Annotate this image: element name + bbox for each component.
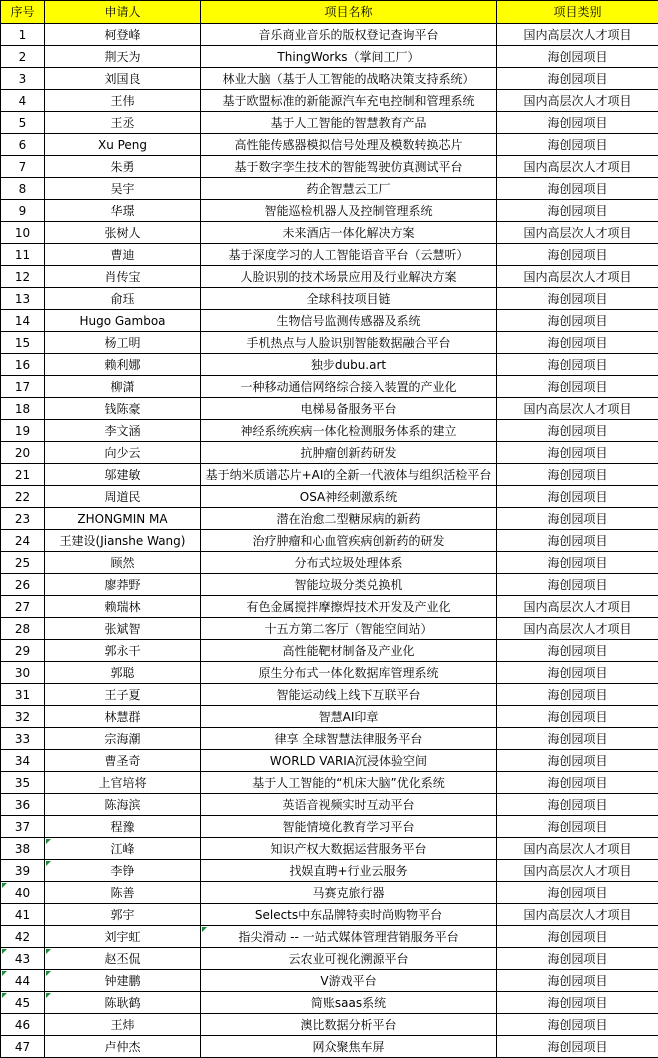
project-name-cell: 智能运动线上线下互联平台 xyxy=(201,684,497,706)
project-type-cell: 海创园项目 xyxy=(497,970,658,992)
row-number-cell: 26 xyxy=(1,574,45,596)
applicant-cell: 卢仲杰 xyxy=(45,1036,201,1058)
applicant-cell: 王炜 xyxy=(45,1014,201,1036)
row-number-cell: 40 xyxy=(1,882,45,904)
table-row xyxy=(1,1036,658,1058)
table-row xyxy=(1,596,658,618)
row-number-cell: 29 xyxy=(1,640,45,662)
applicant-cell: 张树人 xyxy=(45,222,201,244)
project-type-cell: 海创园项目 xyxy=(497,288,658,310)
project-type-cell: 海创园项目 xyxy=(497,640,658,662)
row-number-cell: 18 xyxy=(1,398,45,420)
table-row xyxy=(1,112,658,134)
project-name-cell: 有色金属搅拌摩擦焊技术开发及产业化 xyxy=(201,596,497,618)
applicant-cell: 曹圣奇 xyxy=(45,750,201,772)
applicant-cell: 柯登峰 xyxy=(45,24,201,46)
row-number-cell: 47 xyxy=(1,1036,45,1058)
table-row xyxy=(1,442,658,464)
project-type-cell: 海创园项目 xyxy=(497,464,658,486)
project-name-cell: 治疗肿瘤和心血管疾病创新药的研发 xyxy=(201,530,497,552)
project-type-cell: 海创园项目 xyxy=(497,178,658,200)
project-name-cell: WORLD VARIA沉浸体验空间 xyxy=(201,750,497,772)
table-row xyxy=(1,134,658,156)
row-number-cell: 31 xyxy=(1,684,45,706)
project-name-cell: 云农业可视化溯源平台 xyxy=(201,948,497,970)
table-row xyxy=(1,244,658,266)
table-row xyxy=(1,662,658,684)
project-name-cell: 英语音视频实时互动平台 xyxy=(201,794,497,816)
table-row xyxy=(1,420,658,442)
applicant-cell: 刘宇虹 xyxy=(45,926,201,948)
applicant-cell: 曹迪 xyxy=(45,244,201,266)
row-number-cell: 24 xyxy=(1,530,45,552)
table-row xyxy=(1,310,658,332)
row-number-cell: 23 xyxy=(1,508,45,530)
table-row xyxy=(1,464,658,486)
project-name-cell: 智能垃圾分类兑换机 xyxy=(201,574,497,596)
project-name-cell: 基于欧盟标准的新能源汽车充电控制和管理系统 xyxy=(201,90,497,112)
table-row xyxy=(1,684,658,706)
project-type-cell: 海创园项目 xyxy=(497,354,658,376)
table-row xyxy=(1,68,658,90)
applicant-cell: 钱陈豪 xyxy=(45,398,201,420)
project-type-cell: 海创园项目 xyxy=(497,882,658,904)
project-name-cell: 指尖滑动 -- 一站式媒体管理营销服务平台 xyxy=(201,926,497,948)
table-row xyxy=(1,640,658,662)
row-number-cell: 17 xyxy=(1,376,45,398)
project-type-cell: 海创园项目 xyxy=(497,420,658,442)
table-row xyxy=(1,926,658,948)
row-number-cell: 44 xyxy=(1,970,45,992)
applicant-cell: 吴宇 xyxy=(45,178,201,200)
row-number-cell: 28 xyxy=(1,618,45,640)
row-number-cell: 42 xyxy=(1,926,45,948)
table-row xyxy=(1,838,658,860)
row-number-cell: 16 xyxy=(1,354,45,376)
project-name-cell: 音乐商业音乐的版权登记查询平台 xyxy=(201,24,497,46)
project-name-cell: 基于数字孪生技术的智能驾驶仿真测试平台 xyxy=(201,156,497,178)
project-type-cell: 海创园项目 xyxy=(497,486,658,508)
row-number-cell: 20 xyxy=(1,442,45,464)
applicant-cell: 陈善 xyxy=(45,882,201,904)
table-row xyxy=(1,772,658,794)
applicant-cell: 钟建鹏 xyxy=(45,970,201,992)
table-row xyxy=(1,90,658,112)
applicant-cell: 廖莽野 xyxy=(45,574,201,596)
row-number-cell: 30 xyxy=(1,662,45,684)
applicant-cell: 顾然 xyxy=(45,552,201,574)
project-name-cell: V游戏平台 xyxy=(201,970,497,992)
project-name-cell: 智慧AI印章 xyxy=(201,706,497,728)
table-row xyxy=(1,156,658,178)
applicant-cell: 张斌智 xyxy=(45,618,201,640)
project-type-cell: 海创园项目 xyxy=(497,772,658,794)
table-row xyxy=(1,332,658,354)
project-name-cell: 马赛克旅行器 xyxy=(201,882,497,904)
applicant-cell: 赵丕侃 xyxy=(45,948,201,970)
project-type-cell: 海创园项目 xyxy=(497,442,658,464)
applicant-cell: 华璟 xyxy=(45,200,201,222)
table-row xyxy=(1,618,658,640)
project-name-cell: 人脸识别的技术场景应用及行业解决方案 xyxy=(201,266,497,288)
project-type-cell: 国内高层次人才项目 xyxy=(497,398,658,420)
applicant-cell: 郭永干 xyxy=(45,640,201,662)
project-name-cell: 澳比数据分析平台 xyxy=(201,1014,497,1036)
applicant-cell: 杨工明 xyxy=(45,332,201,354)
project-name-cell: 智能巡检机器人及控制管理系统 xyxy=(201,200,497,222)
applicant-cell: 柳潇 xyxy=(45,376,201,398)
project-type-cell: 海创园项目 xyxy=(497,552,658,574)
row-number-cell: 13 xyxy=(1,288,45,310)
table-row xyxy=(1,948,658,970)
header-row xyxy=(1,1,658,24)
project-name-cell: 分布式垃圾处理体系 xyxy=(201,552,497,574)
table-row xyxy=(1,1014,658,1036)
project-name-cell: 十五方第二客厅（智能空间站） xyxy=(201,618,497,640)
project-type-cell: 海创园项目 xyxy=(497,68,658,90)
applicant-cell: 赖瑞林 xyxy=(45,596,201,618)
project-name-cell: OSA神经刺激系统 xyxy=(201,486,497,508)
project-name-cell: 基于人工智能的智慧教育产品 xyxy=(201,112,497,134)
row-number-cell: 22 xyxy=(1,486,45,508)
project-type-cell: 海创园项目 xyxy=(497,134,658,156)
project-name-cell: 独步dubu.art xyxy=(201,354,497,376)
project-type-cell: 海创园项目 xyxy=(497,926,658,948)
table-row xyxy=(1,750,658,772)
applicant-cell: 王子夏 xyxy=(45,684,201,706)
project-name-cell: 基于深度学习的人工智能语音平台（云慧听） xyxy=(201,244,497,266)
project-type-cell: 海创园项目 xyxy=(497,200,658,222)
project-type-cell: 海创园项目 xyxy=(497,992,658,1014)
project-type-cell: 国内高层次人才项目 xyxy=(497,596,658,618)
applicant-cell: 向少云 xyxy=(45,442,201,464)
project-name-cell: 抗肿瘤创新药研发 xyxy=(201,442,497,464)
table-body xyxy=(1,24,658,1058)
applicant-cell: 王丞 xyxy=(45,112,201,134)
row-number-cell: 37 xyxy=(1,816,45,838)
project-name-cell: 药企智慧云工厂 xyxy=(201,178,497,200)
project-type-cell: 国内高层次人才项目 xyxy=(497,860,658,882)
applicant-cell: 郭聪 xyxy=(45,662,201,684)
table-row xyxy=(1,574,658,596)
project-type-cell: 国内高层次人才项目 xyxy=(497,838,658,860)
applicant-cell: 刘国良 xyxy=(45,68,201,90)
applicant-cell: 上官培将 xyxy=(45,772,201,794)
table-row xyxy=(1,266,658,288)
project-type-cell: 国内高层次人才项目 xyxy=(497,266,658,288)
project-type-cell: 海创园项目 xyxy=(497,112,658,134)
table-row xyxy=(1,706,658,728)
project-name-cell: 手机热点与人脸识别智能数据融合平台 xyxy=(201,332,497,354)
applicant-cell: 荆天为 xyxy=(45,46,201,68)
table-row xyxy=(1,860,658,882)
applicant-cell: 赖利娜 xyxy=(45,354,201,376)
table-row xyxy=(1,222,658,244)
applicant-cell: 肖传宝 xyxy=(45,266,201,288)
project-type-cell: 国内高层次人才项目 xyxy=(497,618,658,640)
row-number-cell: 9 xyxy=(1,200,45,222)
project-name-cell: 未来酒店一体化解决方案 xyxy=(201,222,497,244)
header-applicant: 申请人 xyxy=(45,1,201,24)
row-number-cell: 10 xyxy=(1,222,45,244)
project-name-cell: 一种移动通信网络综合接入装置的产业化 xyxy=(201,376,497,398)
project-type-cell: 海创园项目 xyxy=(497,1036,658,1058)
table-row xyxy=(1,728,658,750)
applicant-cell: 江峰 xyxy=(45,838,201,860)
table-row xyxy=(1,288,658,310)
applicant-cell: ZHONGMIN MA xyxy=(45,508,201,530)
row-number-cell: 25 xyxy=(1,552,45,574)
table-row xyxy=(1,970,658,992)
project-type-cell: 海创园项目 xyxy=(497,574,658,596)
project-name-cell: 潜在治愈二型糖尿病的新药 xyxy=(201,508,497,530)
applicant-cell: 王建设(Jianshe Wang) xyxy=(45,530,201,552)
row-number-cell: 3 xyxy=(1,68,45,90)
table-row xyxy=(1,552,658,574)
table-row xyxy=(1,200,658,222)
row-number-cell: 19 xyxy=(1,420,45,442)
project-type-cell: 海创园项目 xyxy=(497,530,658,552)
table-row xyxy=(1,882,658,904)
project-name-cell: 林业大脑（基于人工智能的战略决策支持系统） xyxy=(201,68,497,90)
row-number-cell: 32 xyxy=(1,706,45,728)
applicant-cell: 林慧群 xyxy=(45,706,201,728)
row-number-cell: 36 xyxy=(1,794,45,816)
row-number-cell: 11 xyxy=(1,244,45,266)
applicant-cell: 朱勇 xyxy=(45,156,201,178)
table-row xyxy=(1,992,658,1014)
row-number-cell: 15 xyxy=(1,332,45,354)
row-number-cell: 6 xyxy=(1,134,45,156)
project-type-cell: 国内高层次人才项目 xyxy=(497,222,658,244)
row-number-cell: 46 xyxy=(1,1014,45,1036)
table-row xyxy=(1,530,658,552)
row-number-cell: 14 xyxy=(1,310,45,332)
project-type-cell: 海创园项目 xyxy=(497,816,658,838)
project-type-cell: 海创园项目 xyxy=(497,1014,658,1036)
table-row xyxy=(1,354,658,376)
applicant-cell: 李铮 xyxy=(45,860,201,882)
project-type-cell: 国内高层次人才项目 xyxy=(497,90,658,112)
project-name-cell: 高性能传感器模拟信号处理及模数转换芯片 xyxy=(201,134,497,156)
row-number-cell: 12 xyxy=(1,266,45,288)
applicant-cell: 程豫 xyxy=(45,816,201,838)
row-number-cell: 27 xyxy=(1,596,45,618)
project-type-cell: 海创园项目 xyxy=(497,662,658,684)
applicant-cell: 周道民 xyxy=(45,486,201,508)
project-type-cell: 海创园项目 xyxy=(497,728,658,750)
table-row xyxy=(1,904,658,926)
project-name-cell: 智能情境化教育学习平台 xyxy=(201,816,497,838)
project-name-cell: 网众聚焦车屏 xyxy=(201,1036,497,1058)
project-type-cell: 海创园项目 xyxy=(497,46,658,68)
project-name-cell: 基于纳米质谱芯片+AI的全新一代液体与组织活检平台 xyxy=(201,464,497,486)
row-number-cell: 5 xyxy=(1,112,45,134)
project-type-cell: 海创园项目 xyxy=(497,750,658,772)
table-row xyxy=(1,486,658,508)
table-row xyxy=(1,398,658,420)
row-number-cell: 8 xyxy=(1,178,45,200)
project-type-cell: 海创园项目 xyxy=(497,244,658,266)
row-number-cell: 41 xyxy=(1,904,45,926)
row-number-cell: 33 xyxy=(1,728,45,750)
project-type-cell: 海创园项目 xyxy=(497,794,658,816)
table-row xyxy=(1,46,658,68)
applicant-cell: 郭宇 xyxy=(45,904,201,926)
row-number-cell: 45 xyxy=(1,992,45,1014)
table-row xyxy=(1,178,658,200)
project-type-cell: 海创园项目 xyxy=(497,948,658,970)
table-row xyxy=(1,24,658,46)
row-number-cell: 7 xyxy=(1,156,45,178)
applicant-cell: 宗海潮 xyxy=(45,728,201,750)
project-name-cell: 电梯易备服务平台 xyxy=(201,398,497,420)
header-no: 序号 xyxy=(1,1,45,24)
project-type-cell: 国内高层次人才项目 xyxy=(497,156,658,178)
applicant-cell: 俞珏 xyxy=(45,288,201,310)
project-name-cell: 高性能靶材制备及产业化 xyxy=(201,640,497,662)
project-name-cell: 律享 全球智慧法律服务平台 xyxy=(201,728,497,750)
project-type-cell: 海创园项目 xyxy=(497,376,658,398)
project-type-cell: 海创园项目 xyxy=(497,508,658,530)
project-type-cell: 海创园项目 xyxy=(497,684,658,706)
header-project-type: 项目类别 xyxy=(497,1,658,24)
table-row xyxy=(1,794,658,816)
row-number-cell: 38 xyxy=(1,838,45,860)
row-number-cell: 43 xyxy=(1,948,45,970)
applicant-cell: 李文涵 xyxy=(45,420,201,442)
row-number-cell: 2 xyxy=(1,46,45,68)
table-row xyxy=(1,816,658,838)
project-type-cell: 国内高层次人才项目 xyxy=(497,904,658,926)
project-name-cell: 找娱直聘+行业云服务 xyxy=(201,860,497,882)
project-type-cell: 海创园项目 xyxy=(497,310,658,332)
row-number-cell: 4 xyxy=(1,90,45,112)
applicant-cell: 陈海滨 xyxy=(45,794,201,816)
project-name-cell: Selects中东品牌特卖时尚购物平台 xyxy=(201,904,497,926)
applicant-cell: 陈耿鹤 xyxy=(45,992,201,1014)
project-name-cell: 简账saas系统 xyxy=(201,992,497,1014)
table-row xyxy=(1,508,658,530)
project-name-cell: 知识产权大数据运营服务平台 xyxy=(201,838,497,860)
header-project-name: 项目名称 xyxy=(201,1,497,24)
row-number-cell: 34 xyxy=(1,750,45,772)
applicant-cell: Hugo Gamboa xyxy=(45,310,201,332)
project-type-cell: 国内高层次人才项目 xyxy=(497,24,658,46)
row-number-cell: 39 xyxy=(1,860,45,882)
applicant-cell: Xu Peng xyxy=(45,134,201,156)
project-type-cell: 海创园项目 xyxy=(497,706,658,728)
row-number-cell: 21 xyxy=(1,464,45,486)
row-number-cell: 35 xyxy=(1,772,45,794)
table-row xyxy=(1,376,658,398)
project-name-cell: 神经系统疾病一体化检测服务体系的建立 xyxy=(201,420,497,442)
applicant-cell: 邬建敏 xyxy=(45,464,201,486)
project-type-cell: 海创园项目 xyxy=(497,332,658,354)
project-name-cell: 生物信号监测传感器及系统 xyxy=(201,310,497,332)
project-name-cell: 基于人工智能的“机床大脑”优化系统 xyxy=(201,772,497,794)
project-name-cell: ThingWorks（掌间工厂） xyxy=(201,46,497,68)
project-name-cell: 全球科技项目链 xyxy=(201,288,497,310)
row-number-cell: 1 xyxy=(1,24,45,46)
project-name-cell: 原生分布式一体化数据库管理系统 xyxy=(201,662,497,684)
applicant-cell: 王伟 xyxy=(45,90,201,112)
